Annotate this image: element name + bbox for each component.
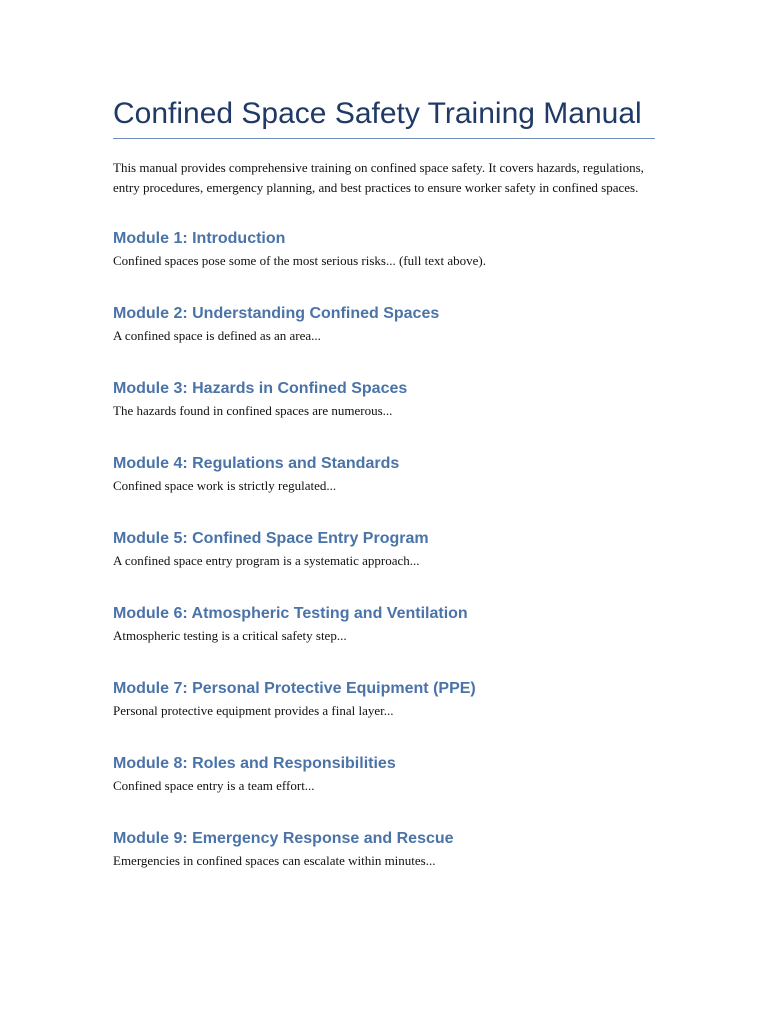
- module-heading: Module 3: Hazards in Confined Spaces: [113, 380, 408, 397]
- document-title: Confined Space Safety Training Manual: [113, 96, 655, 139]
- module-heading: Module 1: Introduction: [113, 230, 286, 247]
- document-page: [113, 96, 655, 870]
- module-heading: Module 6: Atmospheric Testing and Ventilation: [113, 605, 468, 622]
- module-text: Emergencies in confined spaces can escalate within minutes...: [113, 853, 436, 868]
- module-section: [113, 379, 655, 420]
- module-list: [113, 229, 655, 870]
- module-text: Personal protective equipment provides a final layer...: [113, 703, 394, 718]
- module-section: [113, 679, 655, 720]
- module-section: [113, 229, 655, 270]
- module-section: [113, 304, 655, 345]
- module-text: Confined spaces pose some of the most serious risks... (full text above).: [113, 253, 486, 268]
- module-heading: Module 2: Understanding Confined Spaces: [113, 305, 440, 322]
- module-text: Confined space work is strictly regulated...: [113, 478, 337, 493]
- module-text: Atmospheric testing is a critical safety step...: [113, 628, 347, 643]
- module-text: A confined space is defined as an area...: [113, 328, 321, 343]
- module-section: [113, 454, 655, 495]
- module-section: [113, 754, 655, 795]
- module-text: The hazards found in confined spaces are numerous...: [113, 403, 393, 418]
- module-heading: Module 7: Personal Protective Equipment (PPE): [113, 680, 476, 697]
- module-heading: Module 4: Regulations and Standards: [113, 455, 400, 472]
- module-section: [113, 829, 655, 870]
- module-section: [113, 529, 655, 570]
- module-heading: Module 8: Roles and Responsibilities: [113, 755, 396, 772]
- intro-paragraph: This manual provides comprehensive training on confined space safety. It covers hazards, regulations, entry procedures, emergency planning, and best practices to ensure worker safety in confined spaces.: [113, 160, 644, 195]
- module-text: A confined space entry program is a systematic approach...: [113, 553, 420, 568]
- module-text: Confined space entry is a team effort...: [113, 778, 315, 793]
- module-heading: Module 9: Emergency Response and Rescue: [113, 830, 454, 847]
- module-section: [113, 604, 655, 645]
- module-heading: Module 5: Confined Space Entry Program: [113, 530, 429, 547]
